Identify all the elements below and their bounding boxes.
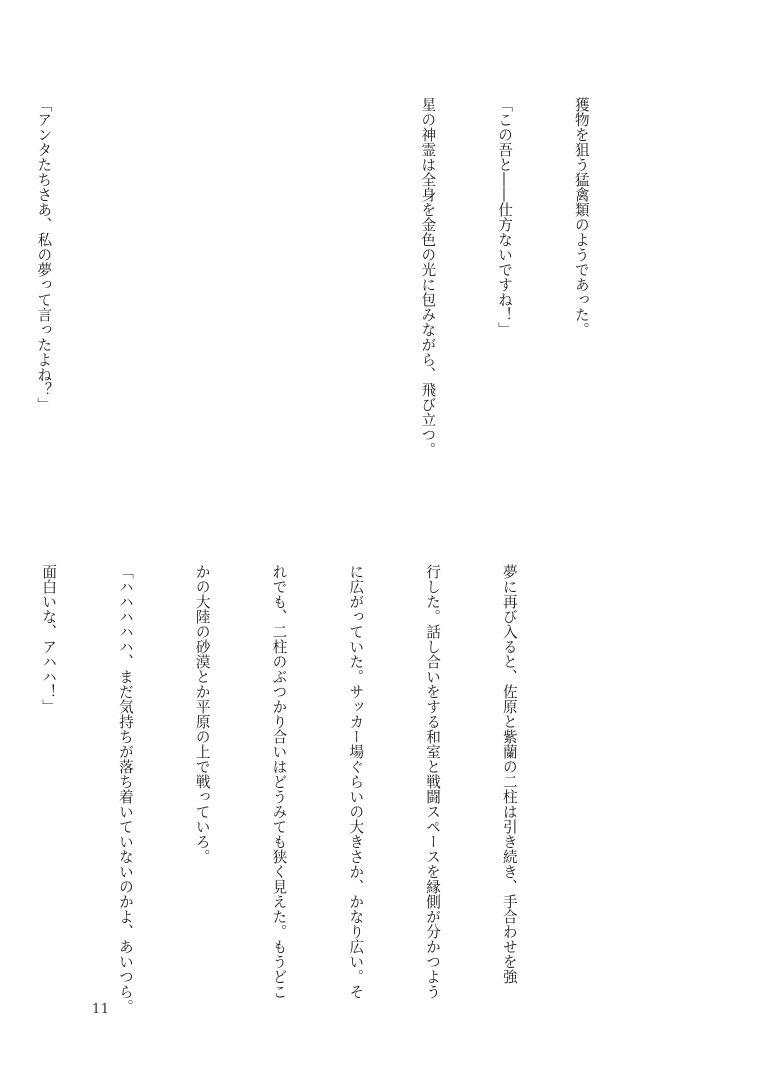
blank-line	[338, 97, 364, 537]
text-line: 「ハハハハハ、まだ気持ちが落ち着いていないのかよ、あいつら。	[116, 564, 134, 1014]
page-number: 11	[92, 1002, 110, 1017]
upper-text-block	[35, 97, 645, 537]
blank-line	[108, 97, 134, 537]
text-line: かの大陸の砂漠とか平原の上で戦っていろ。	[193, 564, 211, 864]
text-line: れでも、二柱のぶつかり合いはどうみても狭く見えた。もうどこ	[270, 564, 288, 999]
blank-line	[261, 97, 287, 537]
text-line: 「アンタたちさあ、私の夢って言ったよね？」	[35, 97, 53, 412]
text-line: 夢に再び入ると、佐原と紫蘭の二柱は引き続き、手合わせを強	[500, 564, 518, 984]
text-line: 面白いな、アハハ！」	[40, 564, 58, 714]
text-line: 行した。話し合いをする和室と戦闘スペースを縁側が分かつよう	[424, 564, 442, 999]
text-line: に広がっていた。サッカー場ぐらいの大きさか、かなり広い。そ	[347, 564, 365, 999]
text-line: 「この吾と――仕方ないですね！」	[496, 97, 514, 337]
text-line: 星の神霊は全身を金色の光に包みながら、飛び立つ。	[419, 97, 437, 457]
blank-line	[184, 97, 210, 537]
text-line: 獲物を狙う猛禽類のようであった。	[572, 97, 590, 337]
